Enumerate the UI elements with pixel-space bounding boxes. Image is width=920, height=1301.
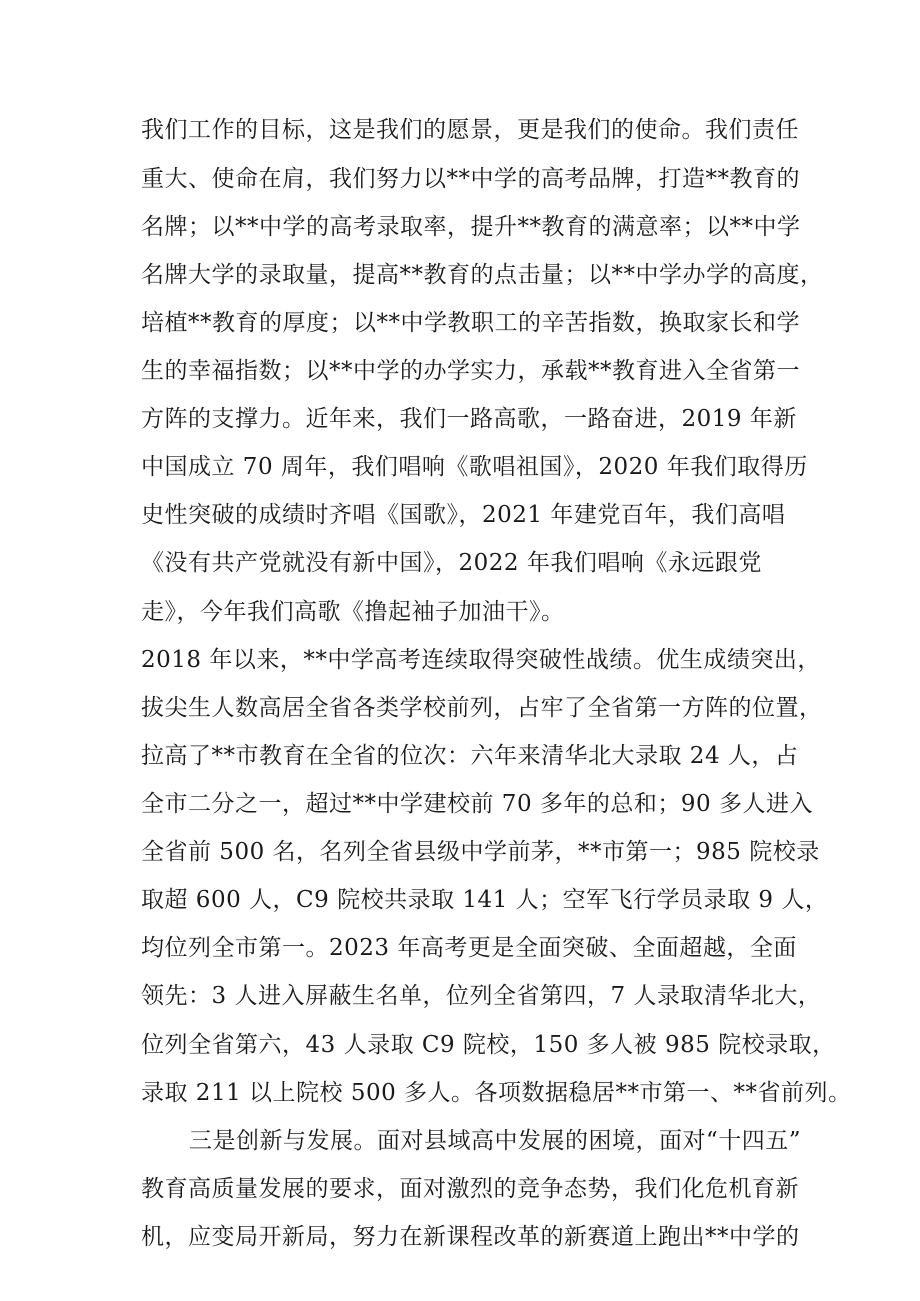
text-line: 培植**教育的厚度；以**中学教职工的辛苦指数，换取家长和学 — [141, 310, 800, 336]
text-line: 全省前 500 名，名列全省县级中学前茅，**市第一；985 院校录 — [141, 839, 820, 865]
text-line: 教育高质量发展的要求，面对激烈的竞争态势，我们化危机育新 — [141, 1176, 799, 1202]
text-line: 我们工作的目标，这是我们的愿景，更是我们的使命。我们责任 — [141, 117, 799, 143]
text-line: 取超 600 人，C9 院校共录取 141 人；空军飞行学员录取 9 人， — [141, 887, 829, 913]
text-line: 位列全省第六，43 人录取 C9 院校，150 多人被 985 院校录取， — [141, 1032, 836, 1058]
text-line: 《没有共产党就没有新中国》，2022 年我们唱响《永远跟党 — [141, 550, 762, 576]
text-line: 名牌；以**中学的高考录取率，提升**教育的满意率；以**中学 — [141, 214, 801, 240]
text-line: 领先：3 人进入屏蔽生名单，位列全省第四，7 人录取清华北大， — [141, 983, 822, 1009]
text-line: 重大、使命在肩，我们努力以**中学的高考品牌，打造**教育的 — [141, 166, 800, 192]
text-line: 名牌大学的录取量，提高**教育的点击量；以**中学办学的高度， — [141, 262, 824, 288]
text-line: 拉高了**市教育在全省的位次：六年来清华北大录取 24 人，占 — [141, 743, 799, 769]
text-line: 机，应变局开新局，努力在新课程改革的新赛道上跑出**中学的 — [141, 1224, 800, 1250]
text-line: 拔尖生人数高居全省各类学校前列，占牢了全省第一方阵的位置， — [141, 695, 823, 721]
text-line: 走》，今年我们高歌《撸起袖子加油干》。 — [141, 599, 565, 625]
text-line: 全市二分之一，超过**中学建校前 70 多年的总和；90 多人进入 — [141, 791, 813, 817]
text-line: 三是创新与发展。面对县域高中发展的困境，面对“十四五” — [189, 1128, 802, 1154]
text-line: 史性突破的成绩时齐唱《国歌》，2021 年建党百年，我们高唱 — [141, 502, 786, 528]
text-line: 生的幸福指数；以**中学的办学实力，承载**教育进入全省第一 — [141, 358, 800, 384]
text-line: 方阵的支撑力。近年来，我们一路高歌，一路奋进，2019 年新 — [141, 406, 797, 432]
text-line: 均位列全市第一。2023 年高考更是全面突破、全面超越，全面 — [141, 935, 797, 961]
text-line: 中国成立 70 周年，我们唱响《歌唱祖国》，2020 年我们取得历 — [141, 454, 808, 480]
text-line: 录取 211 以上院校 500 多人。各项数据稳居**市第一、**省前列。 — [141, 1080, 852, 1106]
text-line: 2018 年以来，**中学高考连续取得突破性战绩。优生成绩突出， — [141, 647, 821, 673]
